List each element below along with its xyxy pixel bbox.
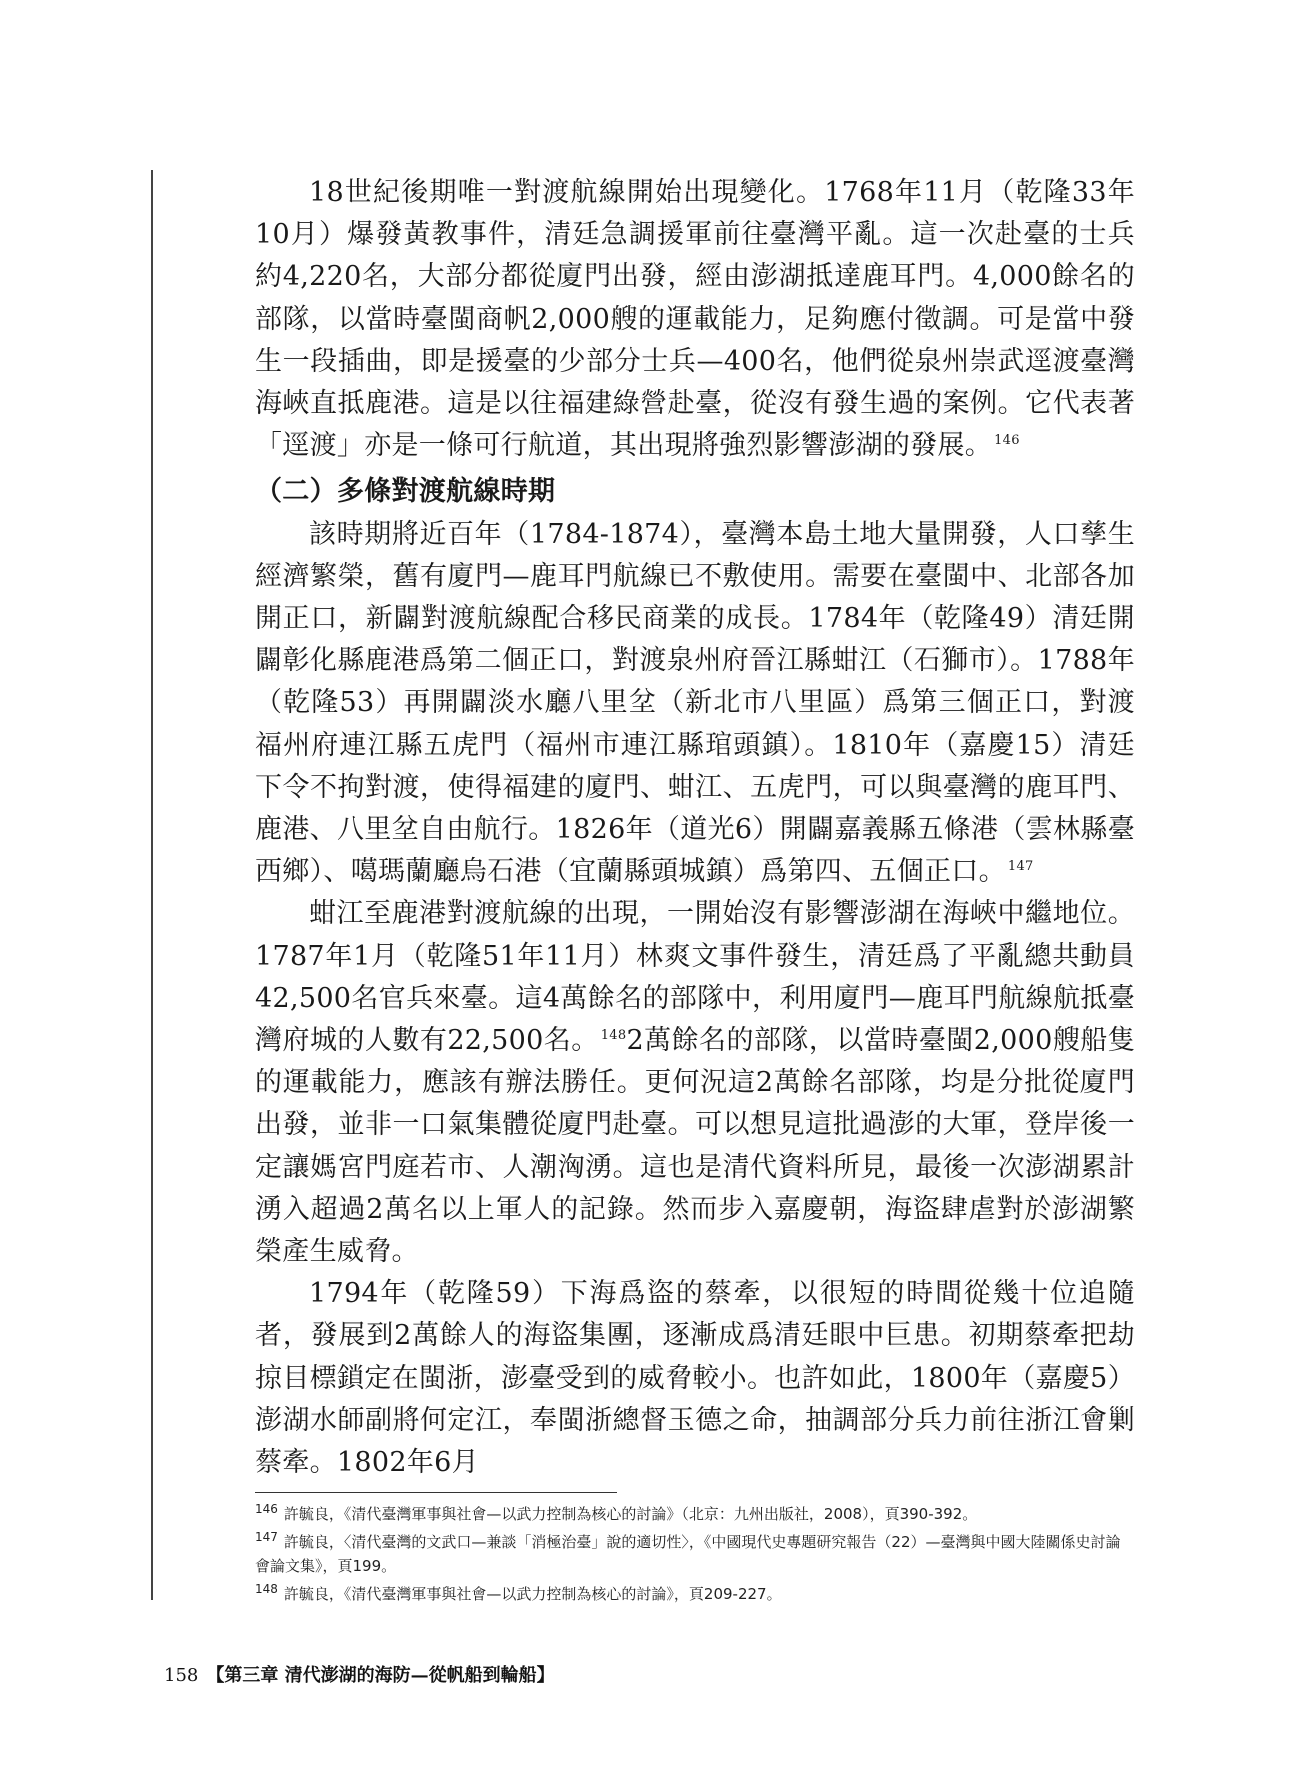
footnote-147 (255, 1530, 1135, 1578)
paragraph-2: 該時期將近百年（1784-1874），臺灣本島土地大量開發，人口孳生經濟繁榮，舊有廈門—鹿耳門航線已不敷使用。需要在臺閩中、北部各加開正口，新闢對渡航線配合移民商業的成長。1784年（乾隆49）清廷開闢彰化縣鹿港爲第二個正口，對渡泉州府晉江縣蚶江（石獅市）。1788年（乾隆53）再開闢淡水廳八里坌（新北市八里區）爲第三個正口，對渡福州府連江縣五虎門（福州市連江縣琯頭鎮）。1810年（嘉慶15）清廷下令不拘對渡，使得福建的廈門、蚶江、五虎門，可以與臺灣的鹿耳門、鹿港、八里坌自由航行。1826年（道光6）開闢嘉義縣五條港（雲林縣臺西鄉）、噶瑪蘭廳烏石港（宜蘭縣頭城鎮）爲第四、五個正口。 $^{147}$ (255, 518, 1135, 888)
margin-rule (151, 170, 153, 1600)
chapter-title: 【第三章 清代澎湖的海防—從帆船到輪船】 (206, 1665, 555, 1686)
footnote-ref-148[interactable]: 148 (600, 1028, 627, 1044)
paragraph-3: 蚶江至鹿港對渡航線的出現，一開始沒有影響澎湖在海峽中繼地位。1787年1月（乾隆51年11月）林爽文事件發生，清廷爲了平亂總共動員42,500名官兵來臺。這4萬餘名的部隊中，利用廈門—鹿耳門航線航抵臺灣府城的人數有22,500名。 $^{148}$2萬餘名的部隊，以當時臺閩2,000艘船隻的運載能力，應該有辦法勝任。更何況這2萬餘名部隊，均是分批從廈門出發，並非一口氣集體從廈門赴臺。可以想見這批過澎的大軍，登岸後一定讓媽宮門庭若市、人潮洶湧。這也是清代資料所見，最後一次澎湖累計湧入超過2萬名以上軍人的記錄。然而步入嘉慶朝，海盜肆虐對於澎湖繁榮產生威脅。 (255, 898, 1135, 1268)
footnote-text: 許毓良，《清代臺灣軍事與社會—以武力控制為核心的討論》，頁209-227。 (283, 1585, 782, 1603)
footnote-148 (255, 1582, 1135, 1606)
footnote-ref-146[interactable]: 146 (994, 433, 1020, 449)
footnote-ref-147[interactable]: 147 (1007, 859, 1034, 875)
page-number: 158 (164, 1665, 199, 1686)
footnote-text: 許毓良，《清代臺灣軍事與社會—以武力控制為核心的討論》（北京：九州出版社，2008），頁390-392。 (283, 1505, 978, 1523)
footnote-divider (255, 1492, 617, 1493)
paragraph-4: 1794年（乾隆59）下海爲盜的蔡牽，以很短的時間從幾十位追隨者，發展到2萬餘人的海盜集團，逐漸成爲清廷眼中巨患。初期蔡牽把劫掠目標鎖定在閩浙，澎臺受到的威脅較小。也許如此，1800年（嘉慶5）澎湖水師副將何定江，奉閩浙總督玉德之命，抽調部分兵力前往浙江會剿蔡牽。1802年6月 (255, 1278, 1135, 1479)
footnote-number: 146 (255, 1502, 278, 1516)
footnote-146 (255, 1502, 1135, 1526)
footnote-text: 許毓良，〈清代臺灣的文武口—兼談「消極治臺」說的適切性〉，《中國現代史專題研究報告（22）—臺灣與中國大陸關係史討論會論文集》，頁199。 (255, 1533, 1121, 1575)
main-text (255, 172, 1135, 1484)
page-footer (164, 1661, 555, 1687)
footnotes (255, 1502, 1135, 1610)
section-heading: （二）多條對渡航線時期 (255, 476, 556, 508)
footnote-number: 148 (255, 1582, 278, 1596)
paragraph-1: 18世紀後期唯一對渡航線開始出現變化。1768年11月（乾隆33年10月）爆發黃教事件，清廷急調援軍前往臺灣平亂。這一次赴臺的士兵約4,220名，大部分都從廈門出發，經由澎湖抵達鹿耳門。4,000餘名的部隊，以當時臺閩商帆2,000艘的運載能力，足夠應付徵調。可是當中發生一段插曲，即是援臺的少部分士兵—400名，他們從泉州崇武逕渡臺灣海峽直抵鹿港。這是以往福建綠營赴臺，從沒有發生過的案例。它代表著「逕渡」亦是一條可行航道，其出現將強烈影響澎湖的發展。 $^{146}$ (255, 177, 1135, 462)
footnote-number: 147 (255, 1530, 278, 1544)
